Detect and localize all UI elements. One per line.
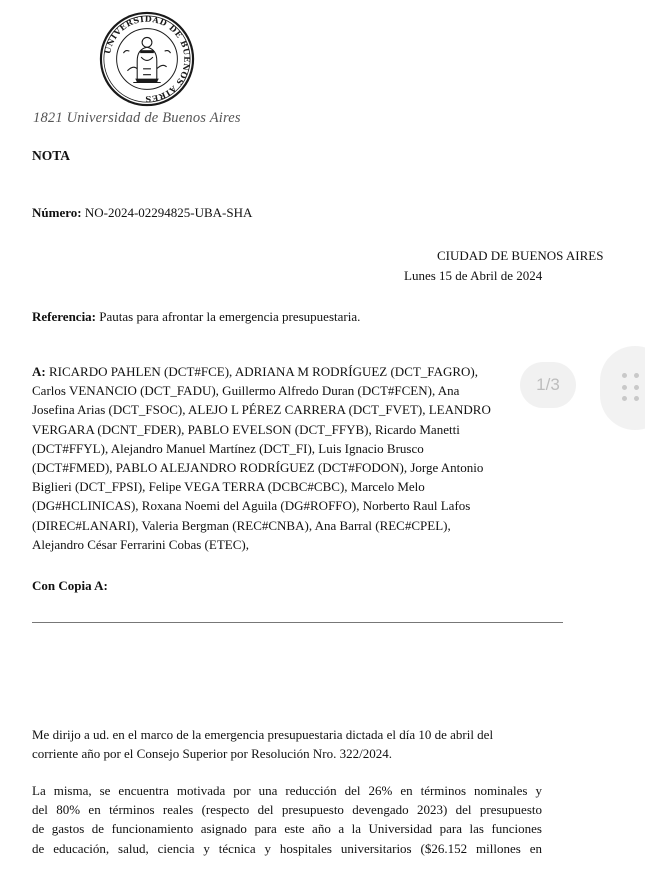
place: CIUDAD DE BUENOS AIRES xyxy=(437,248,604,263)
recipients-line: VERGARA (DCNT_FDER), PABLO EVELSON (DCT_FFYB), Ricardo Manetti xyxy=(32,421,460,437)
recipients-line: Biglieri (DCT_FPSI), Felipe VEGA TERRA (DCBC#CBC), Marcelo Melo xyxy=(32,479,425,495)
recipients-text: RICARDO PAHLEN (DCT#FCE), ADRIANA M RODRÍGUEZ (DCT_FAGRO), xyxy=(48,364,478,379)
recipients-line: (DCT#FMED), PABLO ALEJANDRO RODRÍGUEZ (DCT#FODON), Jorge Antonio xyxy=(32,460,484,476)
reference-value: Pautas para afrontar la emergencia presupuestaria. xyxy=(99,309,361,324)
body-line: Me dirijo a ud. en el marco de la emergencia presupuestaria dictada el día 10 de abril del xyxy=(32,727,494,742)
body-line: del 80% en términos reales (respecto del presupuesto devengado 2023) del presupuesto xyxy=(32,802,542,818)
recipients-line: (DG#HCLINICAS), Roxana Noemi del Aguila (DG#ROFFO), Norberto Raul Lafos xyxy=(32,498,471,514)
document-number-label: Número: xyxy=(32,205,82,220)
recipients xyxy=(32,362,542,554)
drag-handle-icon xyxy=(622,373,640,403)
recipients-label: A: xyxy=(32,364,46,379)
document-type: NOTA xyxy=(32,148,71,163)
date: Lunes 15 de Abril de 2024 xyxy=(404,268,543,283)
body-paragraph xyxy=(32,781,542,858)
seal-text: UNIVERSIDAD DE BUENOS AIRES xyxy=(102,13,193,105)
recipients-line: (DCT#FFYL), Alejandro Manuel Martínez (DCT_FI), Luis Ignacio Brusco xyxy=(32,440,424,456)
divider xyxy=(32,622,563,623)
recipients-line: (DIREC#LANARI), Valeria Bergman (REC#CNBA), Ana Barral (REC#CPEL), xyxy=(32,517,451,533)
body-line: de educación, salud, ciencia y técnica y hospitales universitarios ($26.152 millones en xyxy=(32,840,542,856)
body-paragraph xyxy=(32,725,542,763)
university-seal xyxy=(98,10,196,108)
scroll-handle[interactable] xyxy=(600,346,645,430)
body-line: La misma, se encuentra motivada por una reducción del 26% en términos nominales y xyxy=(32,783,542,798)
svg-text:UNIVERSIDAD DE BUENOS AIRES xyxy=(102,14,192,105)
document-number-value: NO-2024-02294825-UBA-SHA xyxy=(84,205,253,220)
body-line: de gastos de funcionamiento asignado para este año a la Universidad para las funciones xyxy=(32,821,542,837)
reference-label: Referencia: xyxy=(32,309,97,324)
document-number xyxy=(32,203,252,222)
university-name-line: 1821 Universidad de Buenos Aires xyxy=(33,110,241,126)
recipients-line: Alejandro César Ferrarini Cobas (ETEC), xyxy=(32,536,249,552)
body-line: corriente año por el Consejo Superior por Resolución Nro. 322/2024. xyxy=(32,746,392,762)
page-indicator[interactable]: 1/3 xyxy=(520,362,576,408)
recipients-line xyxy=(32,362,542,381)
reference xyxy=(32,307,360,326)
copy-to-label: Con Copia A: xyxy=(32,578,108,593)
recipients-line: Carlos VENANCIO (DCT_FADU), Guillermo Alfredo Duran (DCT#FCEN), Ana xyxy=(32,383,460,399)
recipients-line: Josefina Arias (DCT_FSOC), ALEJO L PÉREZ CARRERA (DCT_FVET), LEANDRO xyxy=(32,402,491,418)
